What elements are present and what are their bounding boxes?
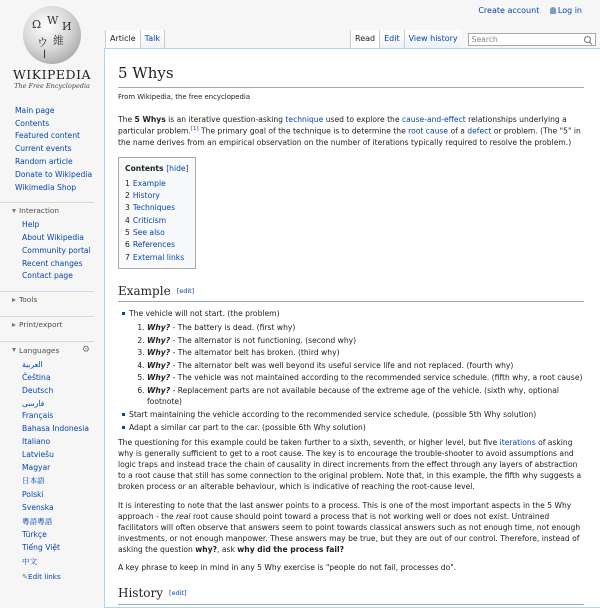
languages-heading-label: Languages xyxy=(19,345,60,355)
tab-edit[interactable]: Edit xyxy=(379,30,404,48)
lang-link[interactable]: Français xyxy=(22,411,54,421)
toc-item[interactable]: 1 Example xyxy=(125,178,166,188)
search-placeholder: Search xyxy=(471,34,498,44)
lang-link[interactable]: Italiano xyxy=(22,436,51,446)
article-content xyxy=(104,48,600,608)
interaction-heading-label: Interaction xyxy=(19,206,60,216)
list-item: 6. Why? - Replacement parts are not available because of the extreme age of the vehicle. (sixth why, optional footnote) xyxy=(147,385,584,407)
lang-link[interactable]: 中文 xyxy=(22,556,38,566)
pencil-icon: ✎ xyxy=(22,571,29,581)
edit-links-label: Edit links xyxy=(28,571,61,581)
view-tabs xyxy=(350,30,596,48)
link-cause-and-effect[interactable]: cause-and-effect xyxy=(401,114,466,124)
print-heading[interactable] xyxy=(0,316,94,332)
list-item: The vehicle will not start. (the problem) 1. Why? - The battery is dead. (first why) 2. Why? - The alternator is not functioning. (second why) 3. Why? - The alternator belt has broken. (third why) 4. Why? - The alternator belt was well beyond its useful service life and not replaced. (fourth why) 5. Why? - The vehicle was not maintained according to the recommended service schedule. (fifth why, a root cause) 6. Why? - Replacement parts are not available because of the extreme age of the vehicle. (sixth why, optional footnote) xyxy=(129,308,584,407)
tab-talk[interactable]: Talk xyxy=(140,30,165,49)
gear-icon[interactable]: ⚙ xyxy=(81,345,90,356)
lang-link[interactable]: فارسی xyxy=(22,398,45,408)
nav-help[interactable]: Help xyxy=(22,220,40,230)
languages-section xyxy=(0,341,100,581)
wikipedia-logo[interactable] xyxy=(4,4,100,92)
page-title: 5 Whys xyxy=(118,63,584,88)
globe-icon: Ω W И ウ 維 ا xyxy=(23,6,81,64)
lang-link[interactable]: Svenska xyxy=(22,502,54,512)
expand-icon xyxy=(12,323,16,327)
link-defect[interactable]: defect xyxy=(467,126,492,136)
link-technique[interactable]: technique xyxy=(285,114,324,124)
print-section xyxy=(0,316,100,332)
tools-section xyxy=(0,291,100,307)
list-item: 2. Why? - The alternator is not functioning. (second why) xyxy=(147,335,584,346)
lang-link[interactable]: Deutsch xyxy=(22,385,54,395)
lang-link[interactable]: Tiếng Việt xyxy=(22,543,61,553)
edit-section-link[interactable]: [edit] xyxy=(169,589,187,597)
example-list xyxy=(118,308,584,433)
reference-1[interactable]: [1] xyxy=(190,126,199,133)
log-in-link[interactable] xyxy=(550,6,582,15)
list-item: 1. Why? - The battery is dead. (first why) xyxy=(147,322,584,333)
tab-view-history[interactable]: View history xyxy=(404,30,462,48)
lang-link[interactable]: Türkçe xyxy=(22,530,47,540)
intro-paragraph: The 5 Whys is an iterative question-asking technique used to explore the cause-and-effect relationships underlying a particular problem.[1] The primary goal of the technique is to determine the root cause of a defect or problem. (The "5" in the name derives from an empirical observation on the number of iterations typically required to resolve the problem.) xyxy=(118,114,581,147)
lang-link[interactable]: 日本語 xyxy=(22,476,45,486)
search-input[interactable] xyxy=(468,33,596,46)
toc-item[interactable]: 7 External links xyxy=(125,252,185,262)
list-item: Adapt a similar car part to the car. (possible 6th Why solution) xyxy=(129,422,584,433)
main-navigation xyxy=(0,104,100,193)
nav-contact[interactable]: Contact page xyxy=(22,271,73,281)
table-of-contents xyxy=(118,157,196,269)
lang-link[interactable]: Latviešu xyxy=(22,449,54,459)
nav-recent-changes[interactable]: Recent changes xyxy=(22,258,83,268)
collapse-icon xyxy=(12,209,16,213)
lang-link[interactable]: Čeština xyxy=(22,373,51,383)
toc-hide-link[interactable]: [hide] xyxy=(166,163,189,173)
lang-link[interactable]: Polski xyxy=(22,490,44,500)
sidebar xyxy=(0,104,100,581)
namespace-tabs xyxy=(105,30,165,49)
paragraph: The questioning for this example could be taken further to a sixth, seventh, or higher level, but five iterations of asking why is generally sufficient to get to a root cause. The key is to encourage the trouble-shooter to avoid assumptions and logic traps and instead trace the chain of causality in direct increments from the effect through any layers of abstraction to a root cause that still has some connection to the original problem. Note that, in this example, the fifth why suggests a broken process or an alterable behaviour, which is indicative of reaching the root-cause level. xyxy=(118,438,582,492)
logo-tagline: The Free Encyclopedia xyxy=(14,82,90,90)
interaction-section xyxy=(0,202,100,282)
link-iterations[interactable]: iterations xyxy=(499,438,536,448)
collapse-icon xyxy=(12,348,16,352)
expand-icon xyxy=(12,298,16,302)
nav-current-events[interactable]: Current events xyxy=(15,144,72,154)
nav-about[interactable]: About Wikipedia xyxy=(22,233,84,243)
lang-link[interactable]: Magyar xyxy=(22,462,51,472)
section-heading-example: Example [edit] xyxy=(118,283,584,303)
tab-read[interactable]: Read xyxy=(350,30,379,48)
nav-random-article[interactable]: Random article xyxy=(15,157,73,167)
lang-link[interactable]: 粵語粵語 xyxy=(22,516,53,526)
list-item: 3. Why? - The alternator belt has broken. (third why) xyxy=(147,347,584,358)
languages-heading[interactable] xyxy=(0,341,94,358)
section-heading-history: History [edit] xyxy=(118,585,584,605)
log-in-label: Log in xyxy=(557,6,582,15)
toc-item[interactable]: 4 Criticism xyxy=(125,215,167,225)
toc-item[interactable]: 6 References xyxy=(125,240,176,250)
list-item: 5. Why? - The vehicle was not maintained according to the recommended service schedule. (fifth why, a root cause) xyxy=(147,372,584,383)
tools-heading-label: Tools xyxy=(19,295,38,305)
nav-main-page[interactable]: Main page xyxy=(15,105,55,115)
list-item: 4. Why? - The alternator belt was well beyond its useful service life and not replaced. (fourth why) xyxy=(147,360,584,371)
nav-community-portal[interactable]: Community portal xyxy=(22,245,91,255)
personal-tools xyxy=(470,6,582,15)
edit-section-link[interactable]: [edit] xyxy=(176,286,195,295)
link-root-cause[interactable]: root cause xyxy=(408,126,449,136)
nav-featured-content[interactable]: Featured content xyxy=(15,131,81,141)
tools-heading[interactable] xyxy=(0,291,94,307)
toc-item[interactable]: 2 History xyxy=(125,191,160,201)
edit-links[interactable] xyxy=(0,572,100,581)
paragraph: A key phrase to keep in mind in any 5 Why exercise is "people do not fail, processes do". xyxy=(118,562,457,572)
search-icon[interactable] xyxy=(584,36,591,43)
tab-article[interactable]: Article xyxy=(105,30,140,49)
lang-link[interactable]: Bahasa Indonesia xyxy=(22,424,90,434)
user-icon xyxy=(550,7,556,14)
toc-item[interactable]: 5 See also xyxy=(125,228,165,237)
toc-item[interactable]: 3 Techniques xyxy=(125,203,176,213)
lang-link[interactable]: العربية xyxy=(22,360,43,370)
list-item: Start maintaining the vehicle according to the recommended service schedule. (possible 5th Why solution) xyxy=(129,409,584,420)
create-account-link[interactable]: Create account xyxy=(478,6,540,15)
nav-wikimedia-shop[interactable]: Wikimedia Shop xyxy=(15,182,77,192)
site-subtitle: From Wikipedia, the free encyclopedia xyxy=(118,92,251,101)
logo-wordmark: WIKIPEDIA xyxy=(12,67,92,82)
toc-title: Contents xyxy=(125,163,164,173)
whys-list xyxy=(129,322,584,407)
paragraph: It is interesting to note that the last answer points to a process. This is one of the most important aspects in the 5 Why approach - the real root cause should point toward a process that is not working well or does not exist. Untrained facilitators will often observe that answers seem to point towards classical answers such as not enough time, not enough investments, or not enough manpower. These answers may be true, but they are out of our control. Therefore, instead of asking the question why?, ask why did the process fail? xyxy=(118,500,581,554)
nav-contents[interactable]: Contents xyxy=(15,118,50,128)
print-heading-label: Print/export xyxy=(19,320,63,330)
nav-donate[interactable]: Donate to Wikipedia xyxy=(15,169,93,179)
interaction-heading[interactable] xyxy=(0,202,94,218)
